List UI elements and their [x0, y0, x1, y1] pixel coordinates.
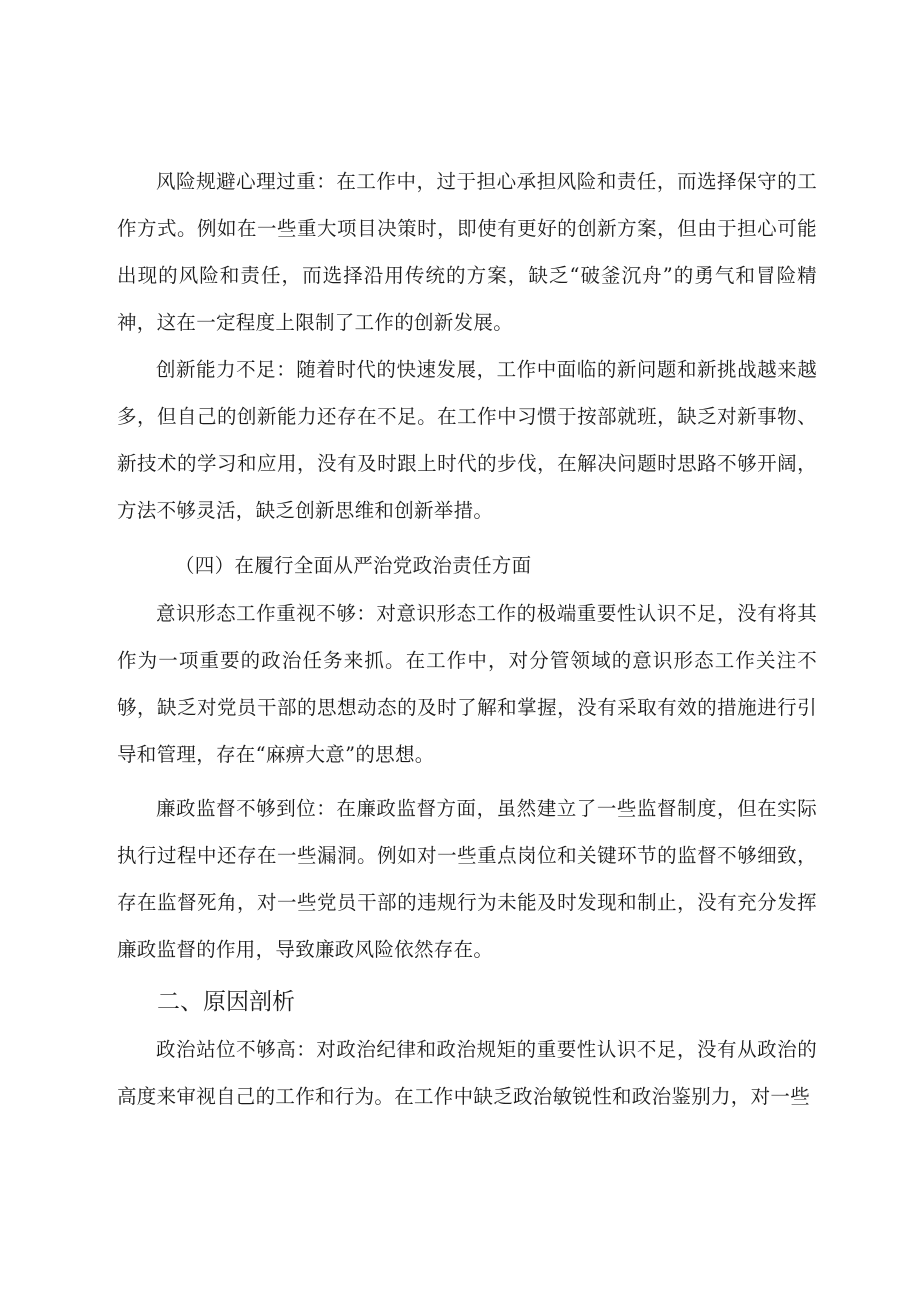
paragraph-risk-avoidance: 风险规避心理过重：在工作中，过于担心承担风险和责任，而选择保守的工作方式。例如在一些重大项目决策时，即使有更好的创新方案，但由于担心可能出现的风险和责任，而选择沿用传统的方案，缺乏“破釜沉舟”的勇气和冒险精神，这在一定程度上限制了工作的创新发展。 [117, 170, 817, 334]
paragraph-political-stance: 政治站位不够高：对政治纪律和政治规矩的重要性认识不足，没有从政治的高度来审视自己的工作和行为。在工作中缺乏政治敏锐性和政治鉴别力，对一些 [117, 1038, 817, 1108]
paragraph-integrity-supervision: 廉政监督不够到位：在廉政监督方面，虽然建立了一些监督制度，但在实际执行过程中还存在一些漏洞。例如对一些重点岗位和关键环节的监督不够细致，存在监督死角，对一些党员干部的违规行为未能及时发现和制止，没有充分发挥廉政监督的作用，导致廉政风险依然存在。 [117, 797, 817, 961]
subheading-section-four: （四）在履行全面从严治党政治责任方面 [175, 554, 532, 577]
heading-cause-analysis: 二、原因剖析 [157, 989, 295, 1015]
paragraph-innovation-ability: 创新能力不足：随着时代的快速发展，工作中面临的新问题和新挑战越来越多，但自己的创新能力还存在不足。在工作中习惯于按部就班，缺乏对新事物、新技术的学习和应用，没有及时跟上时代的步伐，在解决问题时思路不够开阔，方法不够灵活，缺乏创新思维和创新举措。 [117, 358, 817, 522]
paragraph-ideology-work: 意识形态工作重视不够：对意识形态工作的极端重要性认识不足，没有将其作为一项重要的政治任务来抓。在工作中，对分管领域的意识形态工作关注不够，缺乏对党员干部的思想动态的及时了解和掌握，没有采取有效的措施进行引导和管理，存在“麻痹大意”的思想。 [117, 602, 817, 766]
